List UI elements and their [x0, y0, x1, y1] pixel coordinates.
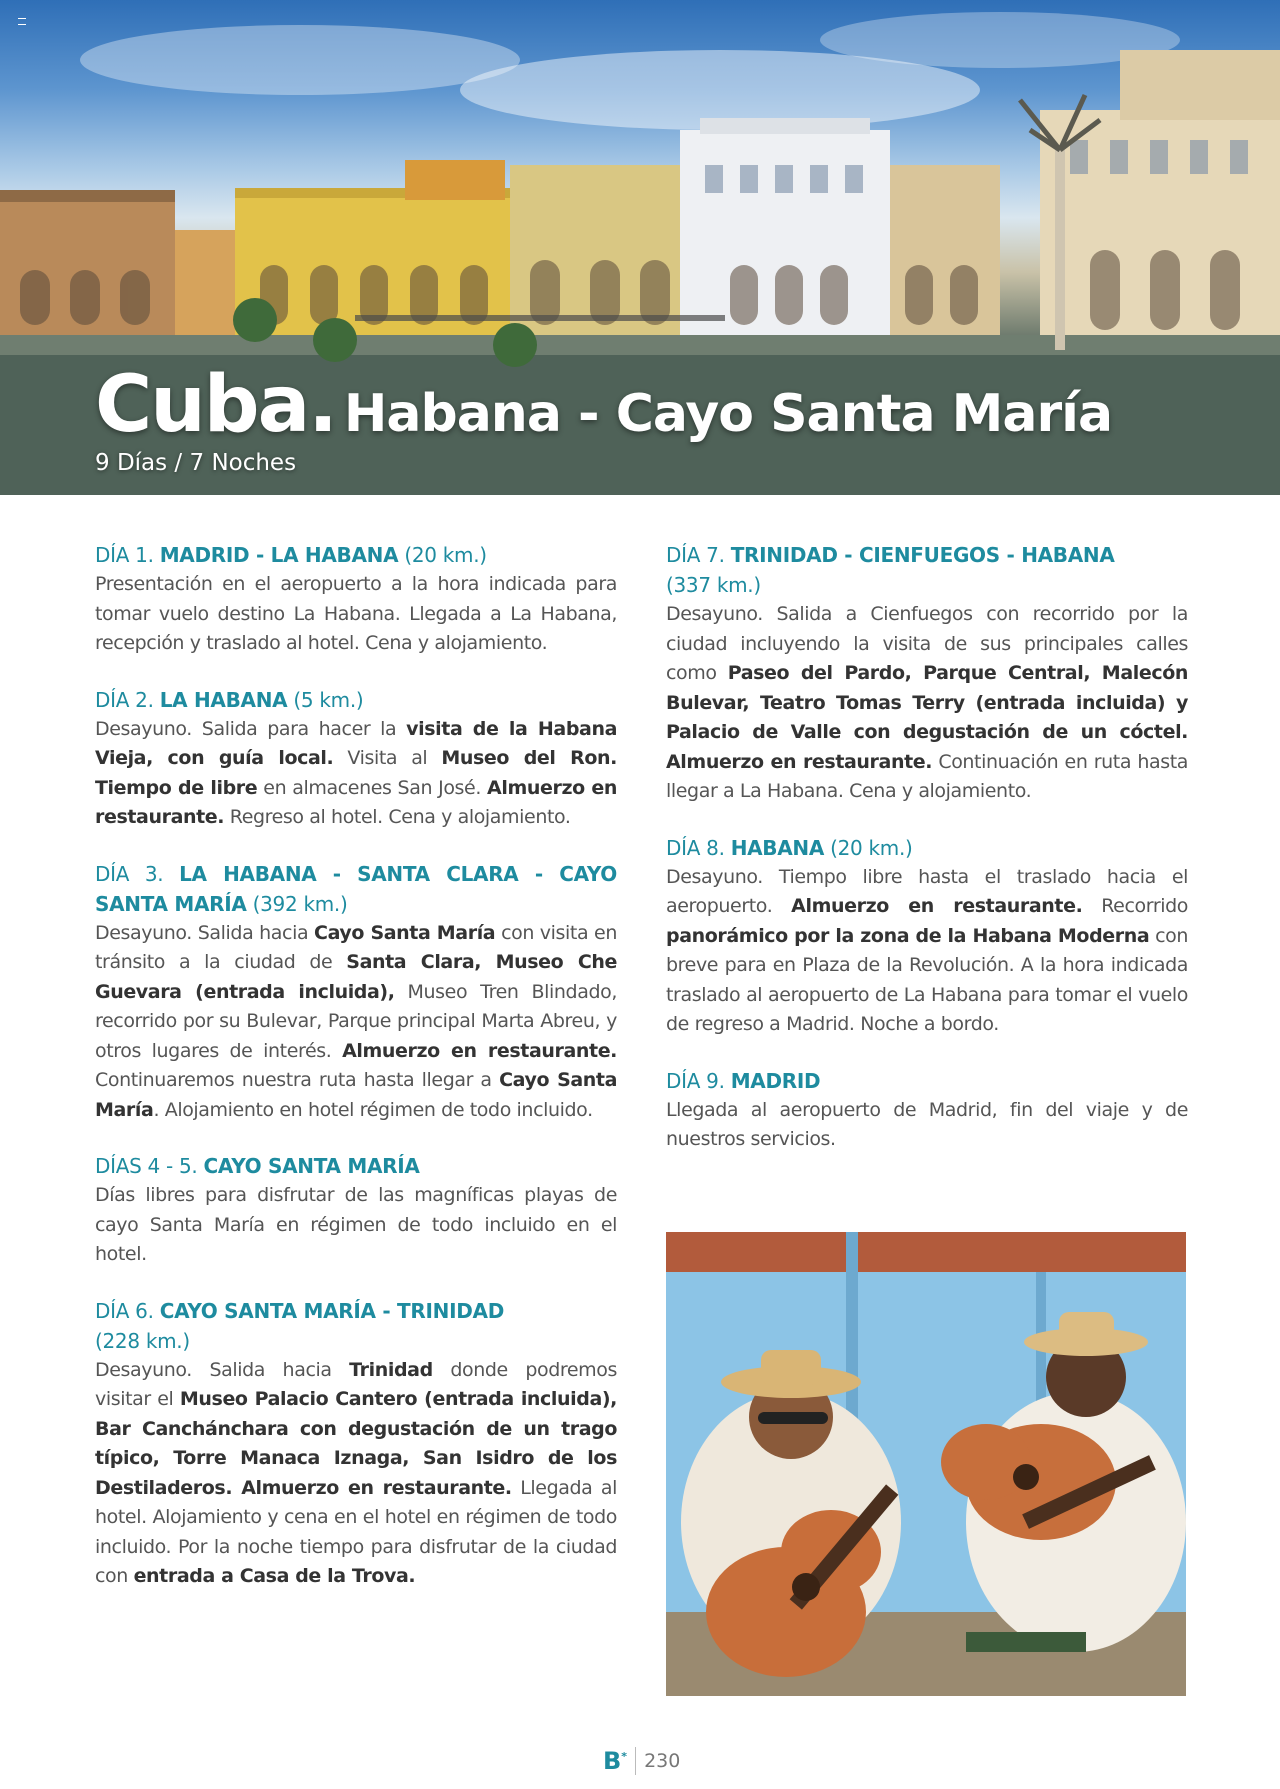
day-title: HABANA [730, 835, 825, 860]
day-heading [95, 685, 617, 715]
body-text: con visita en tránsito a la ciudad de [95, 921, 617, 973]
day-heading [666, 1066, 1188, 1096]
footer-divider [635, 1747, 636, 1775]
day-description [666, 863, 1188, 1040]
day-label: DÍA 2. [95, 687, 154, 712]
body-text: Desayuno. Tiempo libre hasta el traslado hacia el aeropuerto. [666, 865, 1188, 917]
body-text: Museo Tren Blindado, recorrido por su Bulevar, Parque principal Marta Abreu, y otros lugares de interés. [95, 980, 617, 1062]
day-label: DÍA 6. [95, 1298, 154, 1323]
guitar-players-illustration [666, 1232, 1186, 1696]
day-heading [95, 540, 617, 570]
page-number: 230 [644, 1750, 681, 1772]
day-description [666, 600, 1188, 807]
highlight-text: Paseo del Pardo, Parque Central, Malecón Bulevar, Teatro Tomas Terry (entrada incluida) y Palacio de Valle con degustación de un cóctel. Almuerzo en restaurante. [666, 662, 1188, 773]
day-description [95, 715, 617, 833]
body-text: donde podremos visitar el [95, 1358, 617, 1410]
day-heading [95, 859, 617, 919]
body-text: Días libres para disfrutar de las magníficas playas de cayo Santa María en régimen de todo incluido en el hotel. [95, 1184, 617, 1265]
day-distance: (20 km.) [404, 543, 487, 567]
menu-icon [18, 18, 26, 25]
title-route: Habana - Cayo Santa María [343, 384, 1113, 444]
body-text: Desayuno. Salida hacia [95, 1358, 350, 1381]
highlight-text: panorámico por la zona de la Habana Moderna [666, 924, 1150, 947]
day-label: DÍA 8. [666, 835, 725, 860]
highlight-text: Museo del Ron. Tiempo de libre [95, 747, 617, 799]
itinerary-left-column [95, 540, 617, 1618]
brand-logo-mark: * [621, 1750, 628, 1763]
highlight-text: Cayo Santa María [95, 1069, 618, 1121]
day-heading [95, 1296, 617, 1356]
highlight-text: Almuerzo en restaurante. [342, 1039, 617, 1062]
body-text: Presentación en el aeropuerto a la hora indicada para tomar vuelo destino La Habana. Llegada a La Habana, recepción y traslado al hotel. Cena y alojamiento. [95, 573, 617, 654]
day-distance: (392 km.) [252, 891, 348, 916]
body-text: Desayuno. Salida para hacer la [95, 717, 407, 740]
day-block [95, 540, 617, 659]
body-text: Recorrido [1082, 895, 1188, 917]
highlight-text: Trinidad [349, 1358, 433, 1381]
body-text: Visita al [333, 747, 442, 769]
day-description [95, 1356, 617, 1592]
brand-logo [603, 1747, 627, 1775]
highlight-text: entrada a Casa de la Trova. [133, 1565, 416, 1587]
day-distance: (228 km.) [95, 1328, 190, 1353]
day-title: LA HABANA - SANTA CLARA - CAYO SANTA MARÍA [95, 861, 618, 916]
day-block [95, 859, 617, 1126]
body-text: en almacenes San José. [257, 776, 488, 799]
highlight-text: Almuerzo en restaurante. [95, 776, 617, 828]
musicians-photo [666, 1232, 1186, 1696]
hero-banner [0, 0, 1280, 495]
body-text: Continuaremos nuestra ruta hasta llegar a [95, 1069, 500, 1091]
day-label: DÍA 3. [95, 861, 164, 886]
day-title: CAYO SANTA MARÍA - TRINIDAD [159, 1298, 504, 1323]
itinerary-right-column [666, 540, 1188, 1181]
body-text: Llegada al hotel. Alojamiento y cena en el hotel en régimen de todo incluido. Por la noche tiempo para disfrutar de la ciudad con [95, 1476, 618, 1587]
duration-subtitle: 9 Días / 7 Noches [95, 450, 297, 476]
day-label: DÍA 9. [666, 1068, 725, 1093]
day-description [95, 1181, 617, 1270]
body-text: con breve para en Plaza de la Revolución. A la hora indicada traslado al aeropuerto de La Habana para tomar el vuelo de regreso a Madrid. Noche a bordo. [666, 924, 1189, 1035]
page-footer [603, 1745, 680, 1777]
day-title: LA HABANA [159, 687, 288, 712]
day-block [95, 685, 617, 833]
day-title: MADRID - LA HABANA [159, 543, 399, 567]
page-title [95, 360, 1112, 450]
day-title: MADRID [730, 1068, 821, 1093]
highlight-text: Santa Clara, Museo Che Guevara (entrada incluida), [95, 951, 617, 1003]
day-title: TRINIDAD - CIENFUEGOS - HABANA [730, 543, 1115, 567]
day-heading [666, 833, 1188, 863]
day-block [666, 833, 1188, 1040]
day-distance: (337 km.) [666, 573, 761, 597]
day-description [95, 919, 617, 1126]
day-distance: (20 km.) [830, 835, 913, 860]
day-title: CAYO SANTA MARÍA [203, 1154, 420, 1178]
body-text: Desayuno. Salida a Cienfuegos con recorrido por la ciudad incluyendo la visita de sus principales calles como [666, 603, 1188, 684]
body-text: . Alojamiento en hotel régimen de todo incluido. [153, 1098, 593, 1121]
day-block [666, 540, 1188, 807]
brand-logo-letter: B [603, 1747, 622, 1775]
title-main: Cuba. [95, 360, 336, 450]
day-block [666, 1066, 1188, 1155]
day-block [95, 1151, 617, 1270]
highlight-text: visita de la Habana Vieja, con guía local. [95, 717, 618, 769]
day-label: DÍA 1. [95, 543, 154, 567]
day-label: DÍAS 4 - 5. [95, 1154, 198, 1178]
body-text: Regreso al hotel. Cena y alojamiento. [224, 806, 571, 828]
highlight-text: Cayo Santa María [314, 921, 496, 944]
highlight-text: Almuerzo en restaurante. [791, 895, 1083, 917]
body-text: Desayuno. Salida hacia [95, 921, 315, 944]
day-label: DÍA 7. [666, 543, 725, 567]
body-text: Llegada al aeropuerto de Madrid, fin del viaje y de nuestros servicios. [666, 1098, 1188, 1150]
day-heading [95, 1151, 617, 1181]
day-distance: (5 km.) [293, 687, 364, 712]
highlight-text: Museo Palacio Cantero (entrada incluida), Bar Canchánchara con degustación de un trago típico, Torre Manaca Iznaga, San Isidro de los Destiladeros. Almuerzo en restaurante. [95, 1388, 617, 1499]
day-description [95, 570, 617, 659]
day-description [666, 1096, 1188, 1155]
day-block [95, 1296, 617, 1592]
body-text: Continuación en ruta hasta llegar a La Habana. Cena y alojamiento. [666, 750, 1188, 802]
day-heading [666, 540, 1188, 600]
